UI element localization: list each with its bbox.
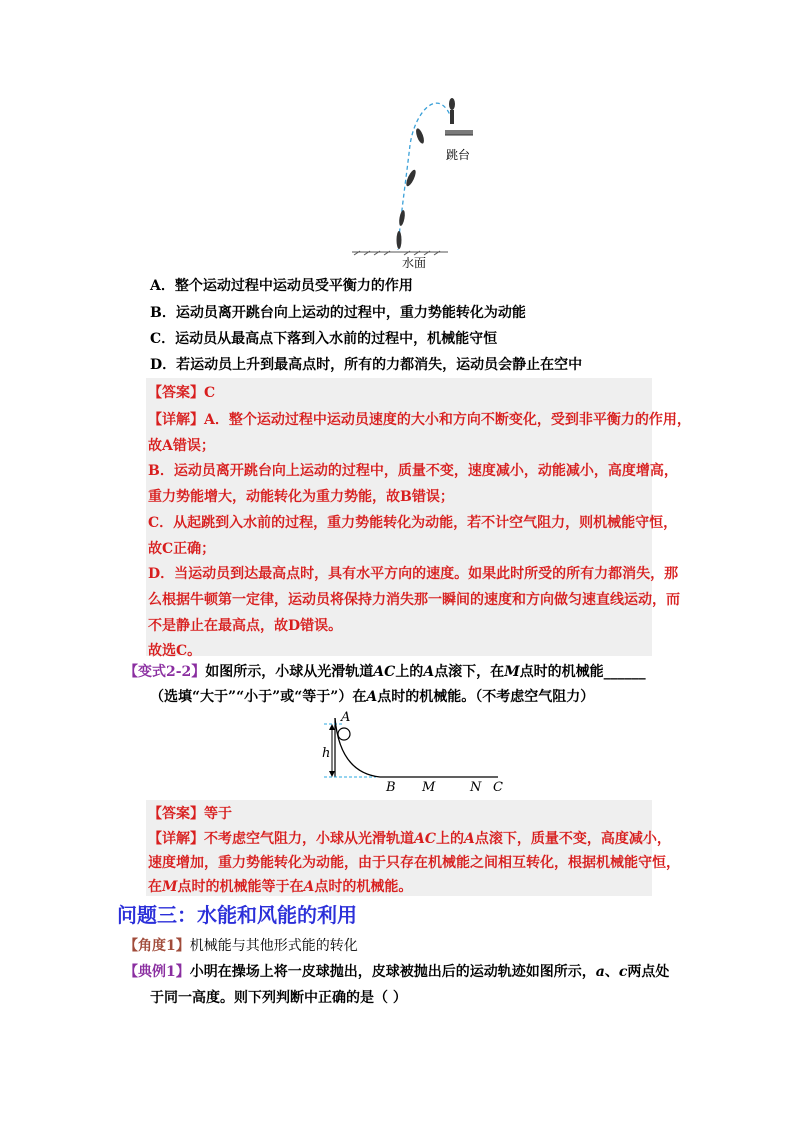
track-label-a: A [341, 710, 351, 725]
track-label-m: M [422, 780, 436, 795]
diver-icon [397, 98, 456, 249]
detail-line: 故C正确； [148, 540, 216, 557]
detail-1 [148, 408, 691, 665]
track-curve [335, 718, 498, 777]
option-c: C．运动员从最高点下落到入水前的过程中，机械能守恒 [150, 331, 498, 347]
option-d: D．若运动员上升到最高点时，所有的力都消失，运动员会静止在空中 [150, 357, 583, 373]
variant-question-line-2: （选填“大于”“小于”或“等于”）在A点时的机械能。（不考虑空气阻力） [150, 689, 595, 705]
detail-2 [148, 827, 680, 899]
detail-tag: 【详解】 [148, 412, 204, 428]
detail-line: 速度增加，重力势能转化为动能，由于只存在机械能之间相互转化，根据机械能守恒， [148, 855, 680, 871]
section-heading: 问题三：水能和风能的利用 [117, 903, 357, 927]
angle-line [124, 936, 358, 956]
track-label-h: h [322, 746, 331, 761]
platform [445, 130, 473, 135]
option-a: A．整个运动过程中运动员受平衡力的作用 [150, 278, 413, 294]
track-label-n: N [470, 780, 482, 795]
answer-1 [148, 383, 215, 403]
detail-line: 故选C。 [148, 643, 202, 660]
detail-tag: 【详解】 [148, 831, 204, 847]
answer-2 [148, 804, 232, 824]
variant-tag: 【变式2-2】 [124, 664, 206, 680]
detail-line: B．运动员离开跳台向上运动的过程中，质量不变，速度减小，动能减小，高度增高， [148, 463, 678, 480]
answer-value: C [204, 385, 216, 401]
example-line-2: 于同一高度。则下列判断中正确的是（ ） [150, 990, 407, 1006]
detail-line: 么根据牛顿第一定律，运动员将保持力消失那一瞬间的速度和方向做匀速直线运动，而 [148, 591, 680, 608]
track-label-b: B [386, 780, 396, 795]
detail-line: 故A错误； [148, 437, 215, 454]
label-platform: 跳台 [446, 148, 471, 162]
variant-question-line-1: 【变式2-2】如图所示，小球从光滑轨道AC上的A点滚下，在M点时的机械能______ [124, 664, 646, 680]
ball-icon [338, 728, 350, 740]
water-surface [352, 251, 448, 255]
detail-line: 【详解】不考虑空气阻力，小球从光滑轨道AC上的A点滚下，质量不变，高度减小， [148, 831, 671, 847]
label-water: 水面 [402, 256, 427, 270]
angle-tag: 【角度1】 [124, 938, 190, 954]
detail-line: 在M点时的机械能等于在A点时的机械能。 [148, 879, 413, 895]
diving-figure [340, 90, 480, 270]
detail-line: D．当运动员到达最高点时，具有水平方向的速度。如果此时所受的所有力都消失，那 [148, 566, 679, 583]
angle-text: 机械能与其他形式能的转化 [189, 938, 358, 954]
detail-line: C．从起跳到入水前的过程，重力势能转化为动能，若不计空气阻力，则机械能守恒， [148, 514, 678, 531]
answer-tag: 【答案】 [148, 385, 204, 401]
track-label-c: C [493, 780, 503, 795]
detail-line: 不是静止在最高点，故D错误。 [148, 617, 343, 634]
answer-tag: 【答案】 [148, 806, 204, 822]
answer-value: 等于 [204, 806, 232, 822]
example-line-1: 【典例1】小明在操场上将一皮球抛出，皮球被抛出后的运动轨迹如图所示，a、c两点处 [124, 964, 670, 980]
trajectory-curve [398, 103, 452, 250]
detail-line: 重力势能增大，动能转化为重力势能，故B错误； [148, 489, 454, 506]
option-b: B．运动员离开跳台向上运动的过程中，重力势能转化为动能 [150, 305, 526, 321]
detail-line: 【详解】A．整个运动过程中运动员速度的大小和方向不断变化，受到非平衡力的作用， [148, 412, 691, 428]
example-tag: 【典例1】 [124, 964, 190, 980]
